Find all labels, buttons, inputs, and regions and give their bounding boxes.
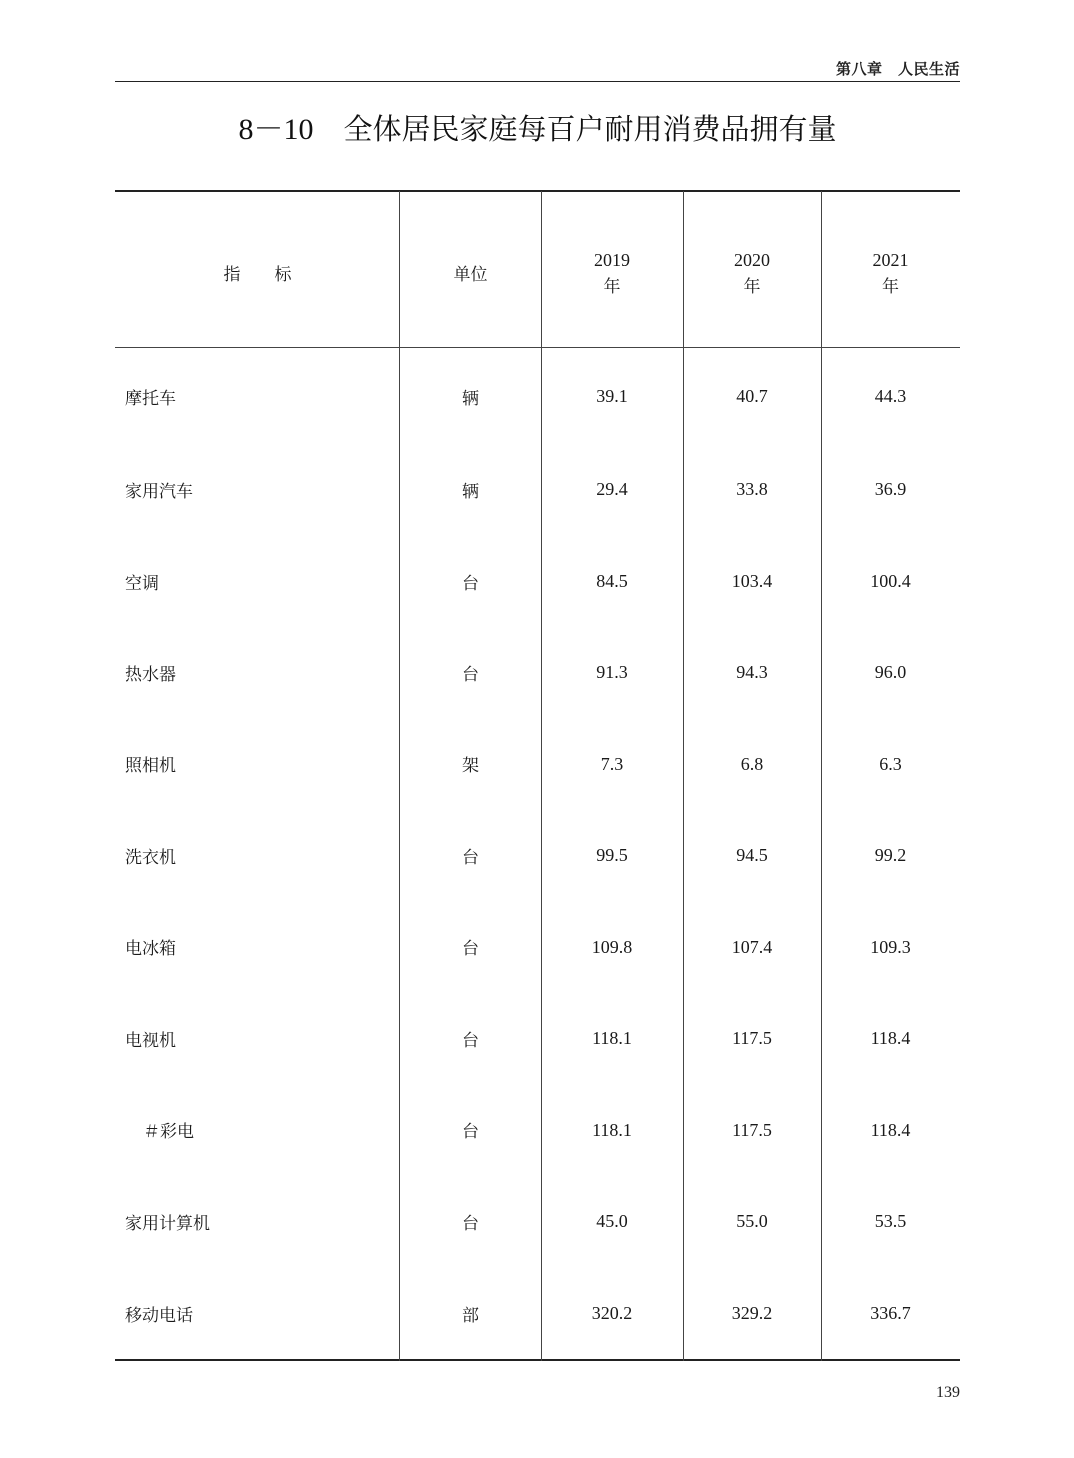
row-value-2019: 109.8 <box>591 937 633 957</box>
row-label: 电冰箱 <box>125 939 176 959</box>
row-value-2020: 107.4 <box>731 937 773 957</box>
row-label: 电视机 <box>125 1031 176 1051</box>
row-label: 照相机 <box>125 756 176 776</box>
row-value-2021: 53.5 <box>874 1211 907 1231</box>
row-unit: 台 <box>462 665 479 685</box>
row-unit: 部 <box>462 1306 479 1326</box>
row-value-2021: 96.0 <box>874 662 907 682</box>
header-year-2020 <box>683 247 821 301</box>
row-value-2020: 117.5 <box>732 1028 772 1048</box>
row-value-2021: 118.4 <box>870 1120 911 1140</box>
row-label: 洗衣机 <box>125 848 176 868</box>
header-year-suffix: 年 <box>743 277 761 297</box>
row-label: 移动电话 <box>125 1306 193 1326</box>
header-year-value: 2020 <box>734 250 770 270</box>
row-value-2019: 320.2 <box>591 1303 633 1323</box>
header-year-2019 <box>541 247 683 301</box>
running-head: 第八章 人民生活 <box>835 60 960 78</box>
row-value-2020: 117.5 <box>732 1120 772 1140</box>
row-value-2021: 109.3 <box>870 937 911 957</box>
table-bottom-rule <box>115 1359 960 1361</box>
row-unit: 台 <box>462 574 479 594</box>
table-number: 8－10 <box>238 113 314 146</box>
page-number: 139 <box>936 1384 960 1401</box>
row-label: 热水器 <box>125 665 176 685</box>
row-unit: 架 <box>462 756 479 776</box>
column-divider <box>399 191 400 1361</box>
row-label: 空调 <box>125 574 159 594</box>
table-header-rule <box>115 347 960 348</box>
row-value-2020: 94.3 <box>736 662 768 682</box>
row-unit: 辆 <box>462 389 479 409</box>
row-value-2019: 99.5 <box>596 845 628 865</box>
row-value-2019: 118.1 <box>592 1120 632 1140</box>
row-value-2021: 99.2 <box>874 845 907 865</box>
row-value-2021: 44.3 <box>874 386 907 406</box>
header-year-2021 <box>821 247 960 301</box>
row-unit: 台 <box>462 1214 479 1234</box>
row-unit: 台 <box>462 1031 479 1051</box>
row-value-2019: 91.3 <box>596 662 628 682</box>
header-unit: 单位 <box>453 265 488 285</box>
row-value-2019: 29.4 <box>596 479 628 499</box>
header-year-value: 2019 <box>594 250 630 270</box>
row-label: ＃彩电 <box>143 1122 194 1142</box>
row-value-2021: 336.7 <box>870 1303 911 1323</box>
row-value-2021: 6.3 <box>879 754 902 774</box>
row-label: 家用汽车 <box>125 482 193 502</box>
header-year-suffix: 年 <box>882 277 899 297</box>
row-unit: 台 <box>462 939 479 959</box>
header-indicator: 指 标 <box>223 265 292 285</box>
row-unit: 台 <box>462 848 479 868</box>
row-unit: 台 <box>462 1122 479 1142</box>
column-divider <box>821 191 822 1361</box>
row-value-2020: 33.8 <box>736 479 768 499</box>
header-year-suffix: 年 <box>603 277 621 297</box>
row-label: 摩托车 <box>125 389 176 409</box>
row-value-2020: 94.5 <box>736 845 768 865</box>
row-value-2020: 55.0 <box>736 1211 768 1231</box>
row-value-2019: 45.0 <box>596 1211 628 1231</box>
table-top-rule <box>115 190 960 192</box>
table-title <box>115 104 960 148</box>
table-title-text: 全体居民家庭每百户耐用消费品拥有量 <box>343 112 837 146</box>
row-value-2019: 118.1 <box>592 1028 632 1048</box>
row-value-2021: 118.4 <box>870 1028 911 1048</box>
row-unit: 辆 <box>462 482 479 502</box>
row-label: 家用计算机 <box>125 1214 210 1234</box>
row-value-2019: 7.3 <box>600 754 624 774</box>
header-rule <box>115 81 960 82</box>
column-divider <box>541 191 542 1361</box>
row-value-2021: 36.9 <box>874 479 907 499</box>
row-value-2020: 40.7 <box>736 386 768 406</box>
column-divider <box>683 191 684 1361</box>
row-value-2019: 84.5 <box>596 571 628 591</box>
row-value-2019: 39.1 <box>596 386 628 406</box>
row-value-2020: 103.4 <box>731 571 773 591</box>
row-value-2021: 100.4 <box>870 571 911 591</box>
row-value-2020: 329.2 <box>731 1303 773 1323</box>
header-year-value: 2021 <box>872 250 909 270</box>
row-value-2020: 6.8 <box>740 754 764 774</box>
